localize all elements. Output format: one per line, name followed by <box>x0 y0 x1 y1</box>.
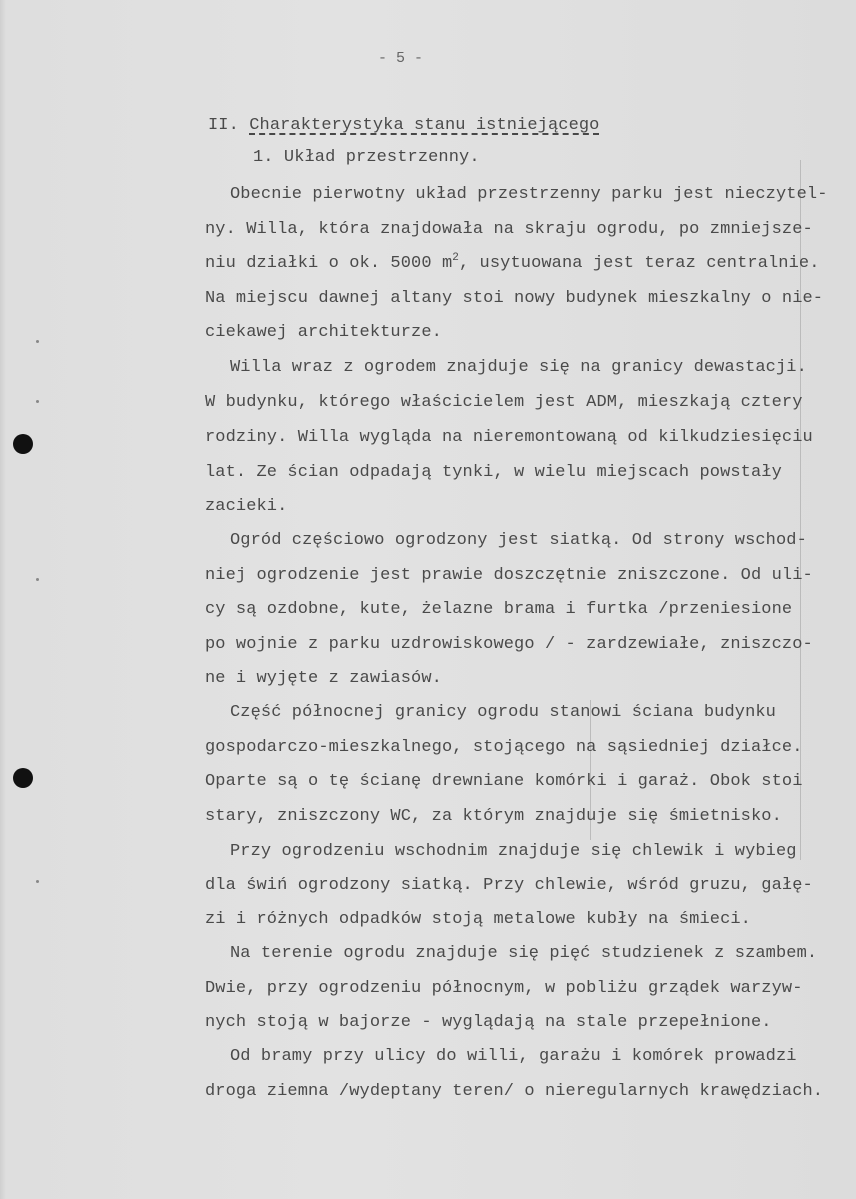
text-line: stary, zniszczony WC, za którym znajduje się śmietnisko. <box>205 807 782 826</box>
section-heading <box>208 116 599 136</box>
heading-numeral: II. <box>208 116 239 135</box>
punch-hole <box>13 768 33 788</box>
text-line: niej ogrodzenie jest prawie doszczętnie zniszczone. Od uli- <box>205 566 813 585</box>
text-line: droga ziemna /wydeptany teren/ o nieregularnych krawędziach. <box>205 1082 824 1101</box>
text-line: Część północnej granicy ogrodu stanowi ściana budynku <box>230 703 776 722</box>
text-line: Od bramy przy ulicy do willi, garażu i komórek prowadzi <box>230 1047 797 1066</box>
text-line: Obecnie pierwotny układ przestrzenny parku jest nieczytel- <box>230 185 828 204</box>
text-line: Na miejscu dawnej altany stoi nowy budynek mieszkalny o nie- <box>205 289 824 308</box>
scan-speck <box>36 340 39 343</box>
text-segment: , usytuowana jest teraz centralnie. <box>458 254 820 273</box>
heading-title: Charakterystyka stanu istniejącego <box>249 116 600 135</box>
text-line: Na terenie ogrodu znajduje się pięć studzienek z szambem. <box>230 944 818 963</box>
text-line: zi i różnych odpadków stoją metalowe kubły na śmieci. <box>205 910 751 929</box>
scan-speck <box>36 400 39 403</box>
text-line: nych stoją w bajorze - wyglądają na stale przepełnione. <box>205 1013 772 1032</box>
text-line: Willa wraz z ogrodem znajduje się na granicy dewastacji. <box>230 358 807 377</box>
text-line: cy są ozdobne, kute, żelazne brama i furtka /przeniesione <box>205 600 793 619</box>
subheading: 1. Układ przestrzenny. <box>253 148 480 167</box>
text-line: Przy ogrodzeniu wschodnim znajduje się chlewik i wybieg <box>230 842 797 861</box>
text-line: Ogród częściowo ogrodzony jest siatką. Od strony wschod- <box>230 531 807 550</box>
text-line: W budynku, którego właścicielem jest ADM, mieszkają cztery <box>205 393 803 412</box>
punch-hole <box>13 434 33 454</box>
text-line: ny. Willa, która znajdowała na skraju ogrodu, po zmniejsze- <box>205 220 813 239</box>
text-line: rodziny. Willa wygląda na nieremontowaną od kilkudziesięciu <box>205 428 813 447</box>
text-line <box>205 254 820 274</box>
text-line: Dwie, przy ogrodzeniu północnym, w pobliżu grządek warzyw- <box>205 979 803 998</box>
text-line: ciekawej architekturze. <box>205 323 442 342</box>
text-line: lat. Ze ścian odpadają tynki, w wielu miejscach powstały <box>205 463 782 482</box>
text-line: ne i wyjęte z zawiasów. <box>205 669 442 688</box>
scan-speck <box>36 880 39 883</box>
page-number: - 5 - <box>378 50 424 67</box>
superscript: 2 <box>452 252 459 264</box>
text-line: gospodarczo-mieszkalnego, stojącego na sąsiedniej działce. <box>205 738 803 757</box>
text-line: zacieki. <box>205 497 288 516</box>
text-line: po wojnie z parku uzdrowiskowego / - zardzewiałe, zniszczo- <box>205 635 813 654</box>
scan-speck <box>36 578 39 581</box>
text-line: dla świń ogrodzony siatką. Przy chlewie, wśród gruzu, gałę- <box>205 876 813 895</box>
text-segment: niu działki o ok. 5000 m <box>205 254 453 273</box>
text-line: Oparte są o tę ścianę drewniane komórki i garaż. Obok stoi <box>205 772 803 791</box>
